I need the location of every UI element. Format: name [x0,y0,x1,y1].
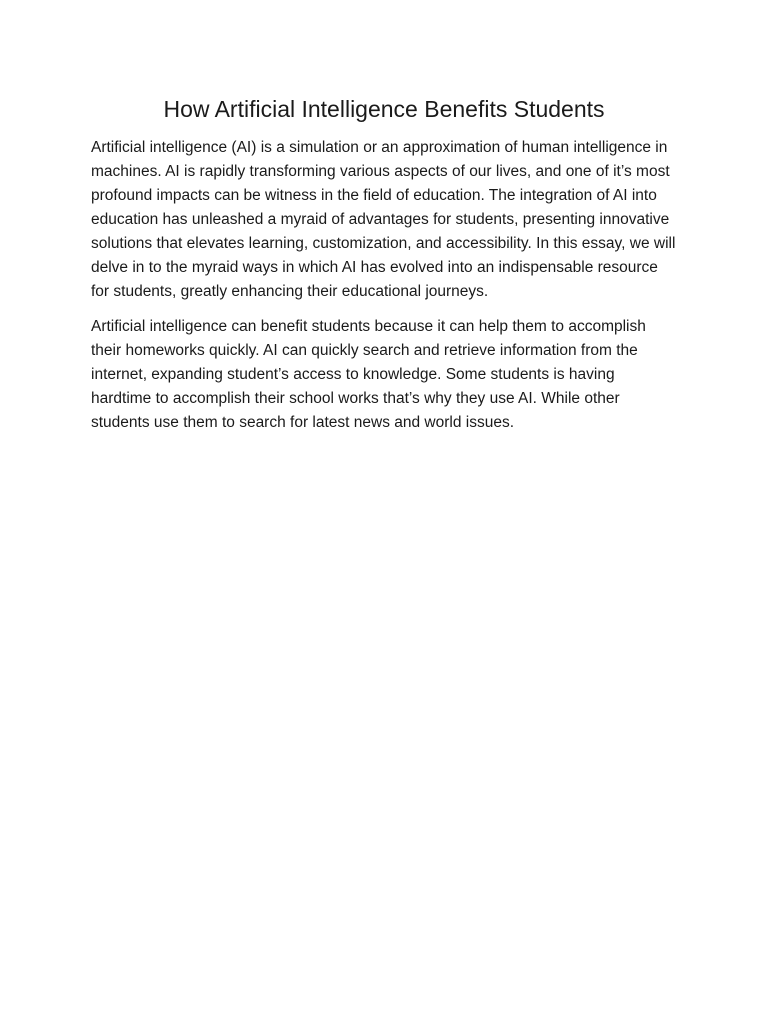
document-title: How Artificial Intelligence Benefits Students [163,96,605,122]
document-body [91,136,677,446]
paragraph-introduction: Artificial intelligence (AI) is a simulation or an approximation of human intelligence in machines. AI is rapidly transforming various aspects of our lives, and one of it’s most profound impacts can be witness in the field of education. The integration of AI into education has unleashed a myraid of advantages for students, presenting innovative solutions that elevates learning, customization, and accessibility. In this essay, we will delve in to the myraid ways in which AI has evolved into an indispensable resource for students, greatly enhancing their educational journeys. [91,139,676,300]
paragraph-benefits: Artificial intelligence can benefit students because it can help them to accomplish their homeworks quickly. AI can quickly search and retrieve information from the internet, expanding student’s access to knowledge. Some students is having hardtime to accomplish their school works that’s why they use AI. While other students use them to search for latest news and world issues. [91,318,646,431]
